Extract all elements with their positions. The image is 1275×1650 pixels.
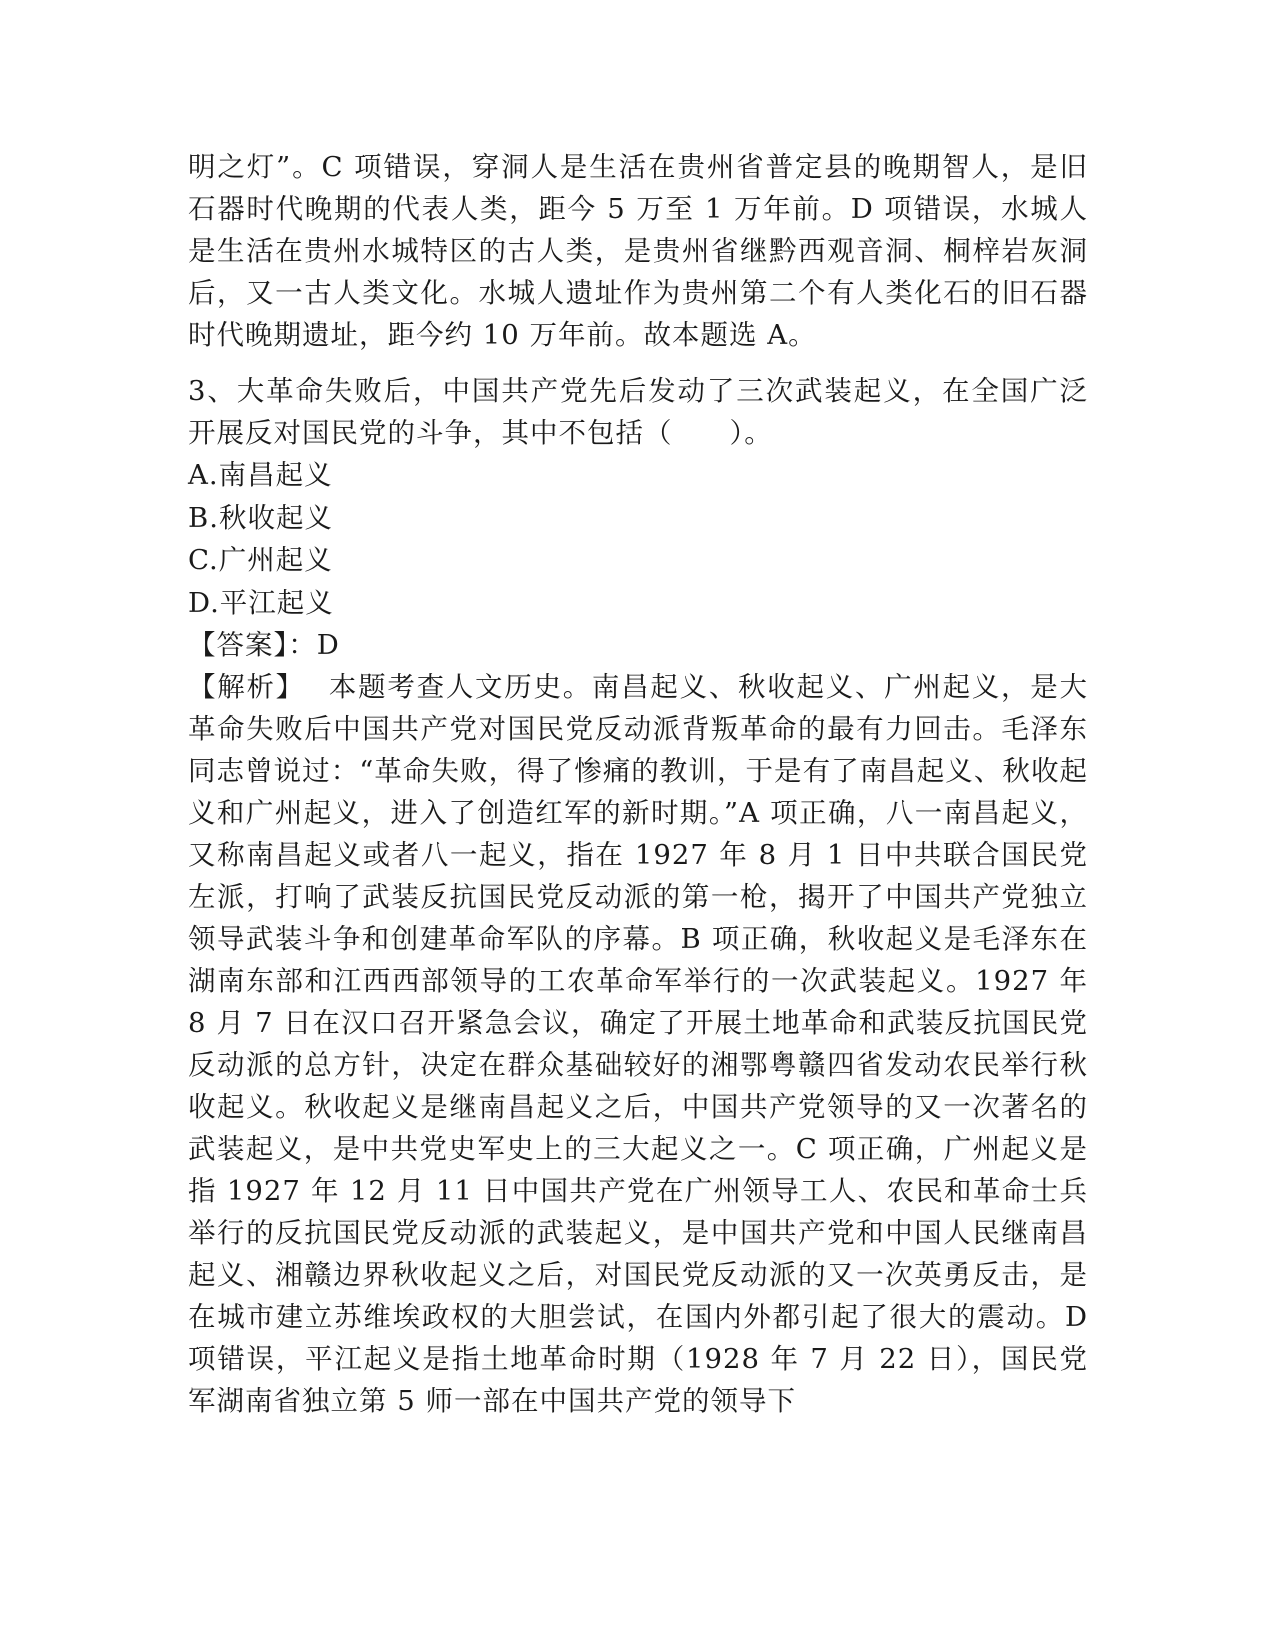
previous-explanation-tail: 明之灯”。C 项错误，穿洞人是生活在贵州省普定县的晚期智人，是旧石器时代晚期的代表人类，距今 5 万至 1 万年前。D 项错误，水城人是生活在贵州水城特区的古人类，是贵州省继黔西观音洞、桐梓岩灰洞后，又一古人类文化。水城人遗址作为贵州第二个有人类化石的旧石器时代晚期遗址，距今约 10 万年前。故本题选 A。 (188, 151, 1088, 351)
option-b: B.秋收起义 (188, 501, 333, 534)
analysis (188, 666, 1088, 1422)
analysis-text: 本题考查人文历史。南昌起义、秋收起义、广州起义，是大革命失败后中国共产党对国民党反动派背叛革命的最有力回击。毛泽东同志曾说过：“革命失败，得了惨痛的教训，于是有了南昌起义、秋收起义和广州起义，进入了创造红军的新时期。”A 项正确，八一南昌起义，又称南昌起义或者八一起义，指在 1927 年 8 月 1 日中共联合国民党左派，打响了武装反抗国民党反动派的第一枪，揭开了中国共产党独立领导武装斗争和创建革命军队的序幕。B 项正确，秋收起义是毛泽东在湖南东部和江西西部领导的工农革命军举行的一次武装起义。1927 年 8 月 7 日在汉口召开紧急会议，确定了开展土地革命和武装反抗国民党反动派的总方针，决定在群众基础较好的湘鄂粤赣四省发动农民举行秋收起义。秋收起义是继南昌起义之后，中国共产党领导的又一次著名的武装起义，是中共党史军史上的三大起义之一。C 项正确，广州起义是指 1927 年 12 月 11 日中国共产党在广州领导工人、农民和革命士兵举行的反抗国民党反动派的武装起义，是中国共产党和中国人民继南昌起义、湘赣边界秋收起义之后，对国民党反动派的又一次英勇反击，是在城市建立苏维埃政权的大胆尝试，在国内外都引起了很大的震动。D 项错误，平江起义是指土地革命时期（1928 年 7 月 22 日），国民党军湖南省独立第 5 师一部在中国共产党的领导下 (188, 671, 1089, 1417)
analysis-label: 【解析】 (188, 671, 305, 703)
option-a: A.南昌起义 (188, 459, 333, 491)
answer-value: D (316, 629, 340, 661)
option-d: D.平江起义 (188, 586, 334, 619)
answer-line (188, 624, 1088, 666)
question-3 (188, 370, 1088, 1422)
question-stem: 3、大革命失败后，中国共产党先后发动了三次武装起义，在全国广泛开展反对国民党的斗争，其中不包括（ ）。 (188, 375, 1088, 449)
answer-label: 【答案】： (188, 629, 317, 661)
page-content (188, 146, 1088, 1422)
option-c: C.广州起义 (188, 544, 333, 576)
